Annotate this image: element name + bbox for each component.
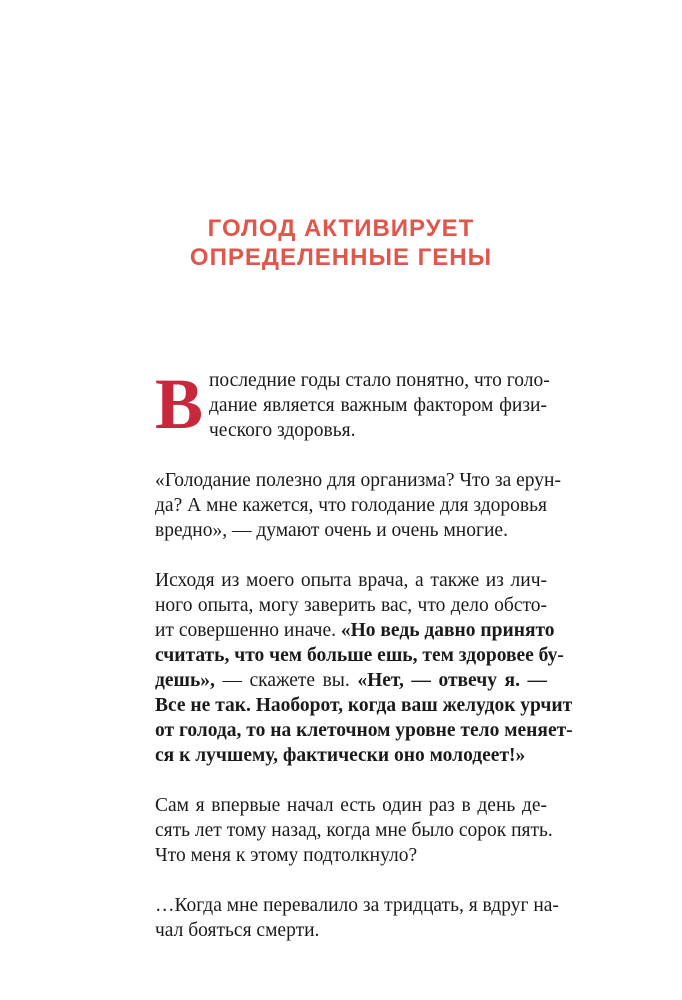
bold-text-run: от голода, то на клеточном уровне тело меняет- xyxy=(155,720,573,741)
text-line: да? А мне кажется, что голодание для здоровья xyxy=(155,495,547,516)
text-line: Исходя из моего опыта врача, а также из лич- xyxy=(155,570,547,591)
chapter-title-line-1: ГОЛОД АКТИВИРУЕТ xyxy=(207,215,475,242)
bold-text-run: ся к лучшему, фактически оно молодеет!» xyxy=(155,745,526,766)
text-line: последние годы стало понятно, что голо- xyxy=(209,370,550,391)
text-line xyxy=(155,693,573,718)
text-run: ит совершенно иначе. xyxy=(155,620,341,641)
text-line: сять лет тому назад, когда мне было сорок пять. xyxy=(155,820,553,841)
paragraph-5 xyxy=(155,893,559,943)
text-line xyxy=(155,668,547,693)
paragraph-2 xyxy=(155,468,561,543)
bold-text-run: дешь», xyxy=(155,670,215,691)
paragraph-4 xyxy=(155,793,553,868)
text-line xyxy=(155,643,564,668)
chapter-title xyxy=(0,214,682,272)
text-line: ческого здоровья. xyxy=(209,420,356,441)
text-line: «Голодание полезно для организма? Что за ерун- xyxy=(155,470,561,491)
paragraph-1 xyxy=(155,364,550,444)
text-line: вредно», — думают очень и очень многие. xyxy=(155,520,508,541)
text-line xyxy=(155,718,573,743)
body-text xyxy=(155,364,573,968)
text-line: ного опыта, могу заверить вас, что дело обсто- xyxy=(155,595,547,616)
paragraph-3 xyxy=(155,568,573,768)
text-line: …Когда мне перевалило за тридцать, я вдруг на- xyxy=(155,895,559,916)
text-line xyxy=(155,618,555,643)
text-line: дание является важным фактором физи- xyxy=(209,395,547,416)
bold-text-run: Все не так. Наоборот, когда ваш желудок урчит xyxy=(155,695,573,716)
text-line: Что меня к этому подтолкнуло? xyxy=(155,845,418,866)
text-line: чал бояться смерти. xyxy=(155,920,320,941)
text-run: — скажете вы. xyxy=(214,670,358,691)
text-line: Сам я впервые начал есть один раз в день де- xyxy=(155,795,547,816)
bold-text-run: «Нет, — отвечу я. — xyxy=(357,670,547,691)
text-line xyxy=(155,743,547,768)
drop-cap-letter: В xyxy=(155,364,204,444)
bold-text-run: считать, что чем больше ешь, тем здоровее бу- xyxy=(155,645,564,666)
bold-text-run: «Но ведь давно принято xyxy=(340,620,555,641)
chapter-title-line-2: ОПРЕДЕЛЕННЫЕ ГЕНЫ xyxy=(189,244,493,271)
